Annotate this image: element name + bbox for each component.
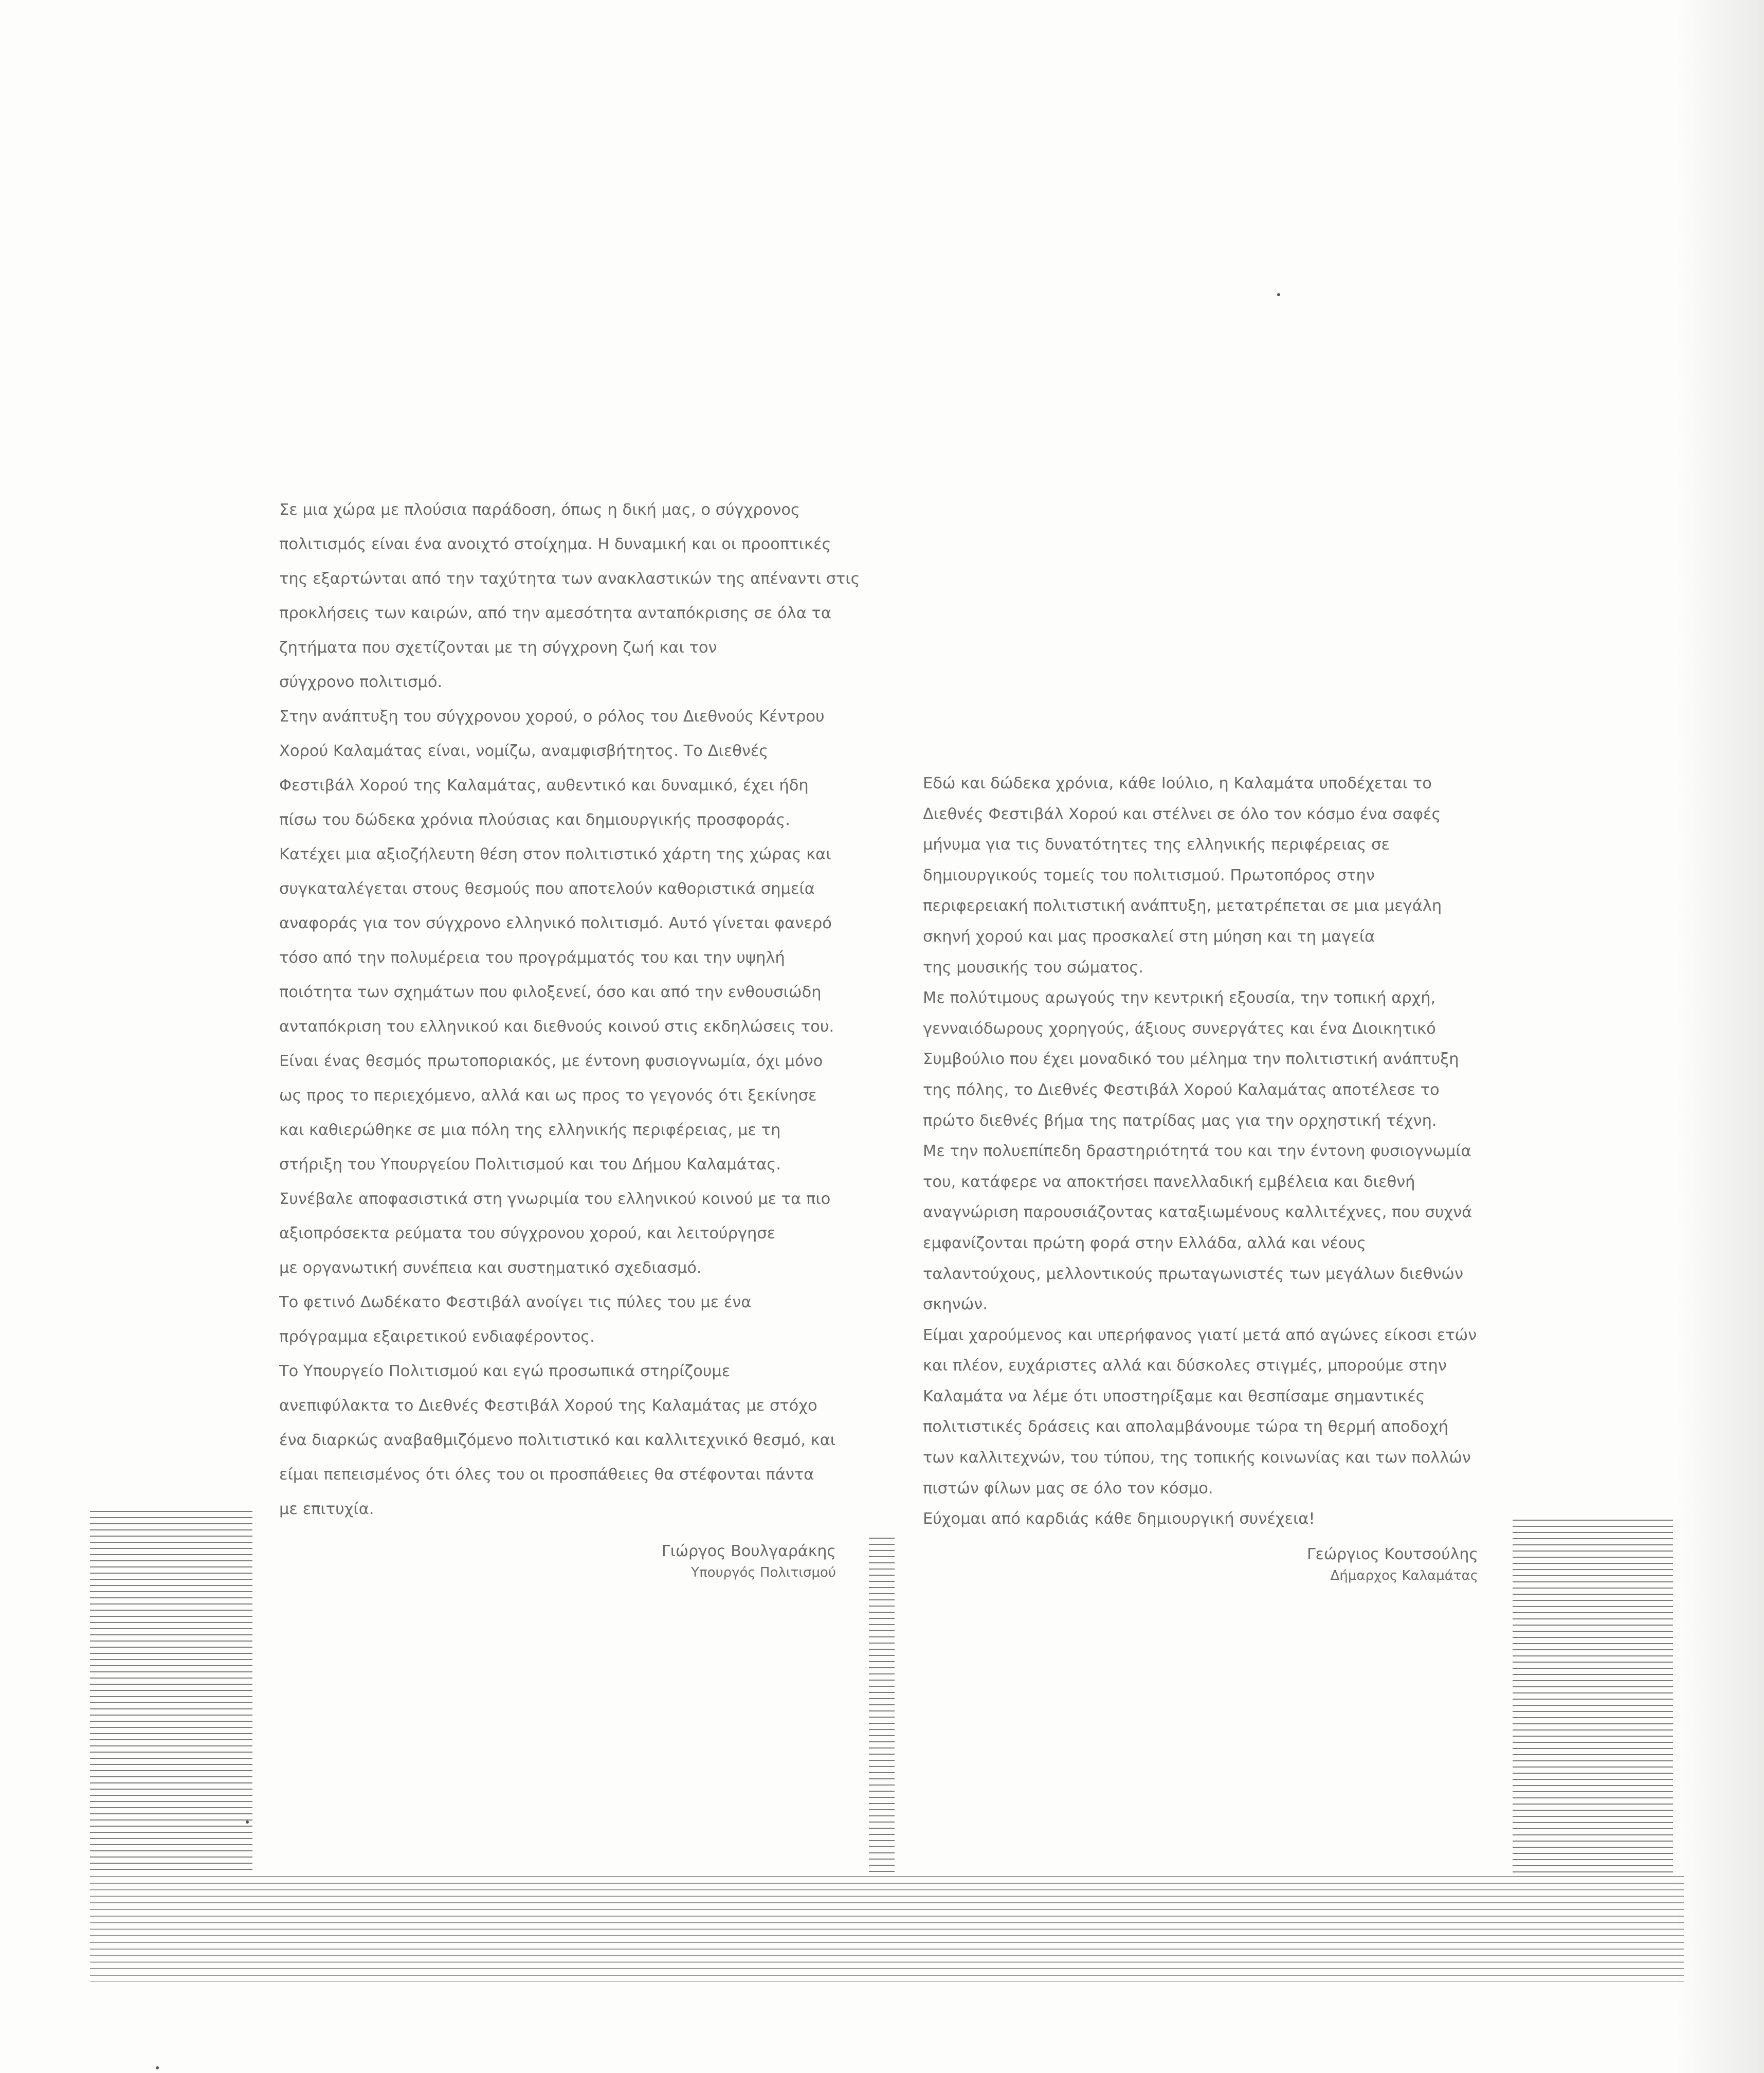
text-line: προκλήσεις των καιρών, από την αμεσότητα ανταπόκρισης σε όλα τα xyxy=(279,604,831,622)
text-line: σύγχρονο πολιτισμό. xyxy=(279,673,443,691)
text-line: μήνυμα για τις δυνατότητες της ελληνικής περιφέρειας σε xyxy=(923,836,1390,854)
mayor-signature xyxy=(1307,1544,1478,1586)
decorative-lines-right xyxy=(1513,1520,1673,1874)
text-line: ζητήματα που σχετίζονται με τη σύγχρονη ζωή και τον xyxy=(279,639,717,657)
text-line: πολιτισμός είναι ένα ανοιχτό στοίχημα. Η δυναμική και οι προοπτικές xyxy=(279,535,831,553)
text-line: Κατέχει μια αξιοζήλευτη θέση στον πολιτιστικό χάρτη της χώρας και xyxy=(279,845,831,863)
text-line: των καλλιτεχνών, του τύπου, της τοπικής κοινωνίας και των πολλών xyxy=(923,1449,1471,1467)
decorative-lines-middle xyxy=(869,1538,895,1877)
signature-role: Δήμαρχος Καλαμάτας xyxy=(1330,1568,1478,1583)
text-line: Συνέβαλε αποφασιστικά στη γνωριμία του ελληνικού κοινού με τα πιο xyxy=(279,1190,831,1208)
minister-message xyxy=(279,493,860,1526)
minister-signature xyxy=(662,1541,836,1583)
text-line: πίσω του δώδεκα χρόνια πλούσιας και δημιουργικής προσφοράς. xyxy=(279,811,790,829)
text-line: Χορού Καλαμάτας είναι, νομίζω, αναμφισβήτητος. Το Διεθνές xyxy=(279,742,769,760)
mayor-message xyxy=(923,768,1477,1535)
text-line: Το Υπουργείο Πολιτισμού και εγώ προσωπικά στηρίζουμε xyxy=(279,1362,731,1380)
text-line: στήριξη του Υπουργείου Πολιτισμού και του Δήμου Καλαμάτας. xyxy=(279,1156,781,1174)
text-line: Συμβούλιο που έχει μοναδικό του μέλημα την πολιτιστική ανάπτυξη xyxy=(923,1050,1459,1069)
text-line: εμφανίζονται πρώτη φορά στην Ελλάδα, αλλά και νέους xyxy=(923,1234,1367,1252)
text-line: τόσο από την πολυμέρεια του προγράμματός του και την υψηλή xyxy=(279,949,785,967)
text-line: σκηνή χορού και μας προσκαλεί στη μύηση και τη μαγεία xyxy=(923,927,1375,946)
text-line: πρόγραμμα εξαιρετικού ενδιαφέροντος. xyxy=(279,1328,595,1346)
decorative-lines-bottom-band xyxy=(90,1876,1684,1982)
text-line: με οργανωτική συνέπεια και συστηματικό σχεδιασμό. xyxy=(279,1259,702,1277)
text-line: αναφοράς για τον σύγχρονο ελληνικό πολιτισμό. Αυτό γίνεται φανερό xyxy=(279,914,832,932)
text-line: του, κατάφερε να αποκτήσει πανελλαδική εμβέλεια και διεθνή xyxy=(923,1173,1415,1191)
text-line: της πόλης, το Διεθνές Φεστιβάλ Χορού Καλαμάτας αποτέλεσε το xyxy=(923,1080,1440,1099)
text-line: ποιότητα των σχημάτων που φιλοξενεί, όσο και από την ενθουσιώδη xyxy=(279,983,822,1001)
text-line: Είναι ένας θεσμός πρωτοποριακός, με έντονη φυσιογνωμία, όχι μόνο xyxy=(279,1052,823,1070)
text-line: με επιτυχία. xyxy=(279,1500,374,1518)
text-line: ένα διαρκώς αναβαθμιζόμενο πολιτιστικό και καλλιτεχνικό θεσμό, και xyxy=(279,1431,836,1449)
text-line: είμαι πεπεισμένος ότι όλες του οι προσπάθειες θα στέφονται πάντα xyxy=(279,1466,814,1484)
text-line: Το φετινό Δωδέκατο Φεστιβάλ ανοίγει τις πύλες του με ένα xyxy=(279,1293,752,1311)
print-speck xyxy=(156,2066,159,2069)
decorative-lines-left xyxy=(90,1511,252,1871)
signature-name: Γιώργος Βουλγαράκης xyxy=(662,1542,836,1560)
text-line: Είμαι χαρούμενος και υπερήφανος γιατί μετά από αγώνες είκοσι ετών xyxy=(923,1326,1477,1344)
page-edge-shadow xyxy=(1677,0,1764,2073)
text-line: της εξαρτώνται από την ταχύτητα των ανακλαστικών της απέναντι στις xyxy=(279,570,860,588)
text-line: πιστών φίλων μας σε όλο τον κόσμο. xyxy=(923,1479,1213,1498)
text-line: Εδώ και δώδεκα χρόνια, κάθε Ιούλιο, η Καλαμάτα υποδέχεται το xyxy=(923,774,1432,792)
text-line: Εύχομαι από καρδιάς κάθε δημιουργική συνέχεια! xyxy=(923,1510,1315,1528)
text-line: συγκαταλέγεται στους θεσμούς που αποτελούν καθοριστικά σημεία xyxy=(279,880,815,898)
text-line: σκηνών. xyxy=(923,1295,988,1314)
text-line: αναγνώριση παρουσιάζοντας καταξιωμένους καλλιτέχνες, που συχνά xyxy=(923,1203,1472,1222)
text-line: πρώτο διεθνές βήμα της πατρίδας μας για την ορχηστική τέχνη. xyxy=(923,1111,1437,1130)
signature-name: Γεώργιος Κουτσούλης xyxy=(1306,1545,1478,1563)
print-speck xyxy=(1277,293,1280,296)
text-line: γενναιόδωρους χορηγούς, άξιους συνεργάτες και ένα Διοικητικό xyxy=(923,1019,1436,1038)
text-line: και καθιερώθηκε σε μια πόλη της ελληνικής περιφέρειας, με τη xyxy=(279,1121,781,1139)
text-line: δημιουργικούς τομείς του πολιτισμού. Πρωτοπόρος στην xyxy=(923,866,1375,885)
text-line: αξιοπρόσεκτα ρεύματα του σύγχρονου χορού, και λειτούργησε xyxy=(279,1224,776,1242)
text-line: και πλέον, ευχάριστες αλλά και δύσκολες στιγμές, μπορούμε στην xyxy=(923,1357,1447,1375)
text-line: πολιτιστικές δράσεις και απολαμβάνουμε τώρα τη θερμή αποδοχή xyxy=(923,1418,1449,1436)
text-line: Με πολύτιμους αρωγούς την κεντρική εξουσία, την τοπική αρχή, xyxy=(923,989,1436,1007)
text-line: ανταπόκριση του ελληνικού και διεθνούς κοινού στις εκδηλώσεις του. xyxy=(279,1018,834,1036)
print-speck xyxy=(246,1820,249,1824)
text-line: Σε μια χώρα με πλούσια παράδοση, όπως η δική μας, ο σύγχρονος xyxy=(279,501,800,519)
text-line: ανεπιφύλακτα το Διεθνές Φεστιβάλ Χορού της Καλαμάτας με στόχο xyxy=(279,1397,817,1415)
text-line: Με την πολυεπίπεδη δραστηριότητά του και την έντονη φυσιογνωμία xyxy=(923,1142,1471,1161)
text-line: της μουσικής του σώματος. xyxy=(923,958,1143,977)
text-line: Καλαμάτα να λέμε ότι υποστηρίξαμε και θεσπίσαμε σημαντικές xyxy=(923,1387,1425,1405)
text-line: ταλαντούχους, μελλοντικούς πρωταγωνιστές των μεγάλων διεθνών xyxy=(923,1265,1463,1283)
text-line: περιφερειακή πολιτιστική ανάπτυξη, μετατρέπεται σε μια μεγάλη xyxy=(923,897,1442,915)
text-line: ως προς το περιεχόμενο, αλλά και ως προς το γεγονός ότι ξεκίνησε xyxy=(279,1087,817,1105)
text-line: Διεθνές Φεστιβάλ Χορού και στέλνει σε όλο τον κόσμο ένα σαφές xyxy=(923,805,1441,823)
text-line: Στην ανάπτυξη του σύγχρονου χορού, ο ρόλος του Διεθνούς Κέντρου xyxy=(279,708,825,726)
signature-role: Υπουργός Πολιτισμού xyxy=(691,1565,836,1580)
text-line: Φεστιβάλ Χορού της Καλαμάτας, αυθεντικό και δυναμικό, έχει ήδη xyxy=(279,777,809,795)
